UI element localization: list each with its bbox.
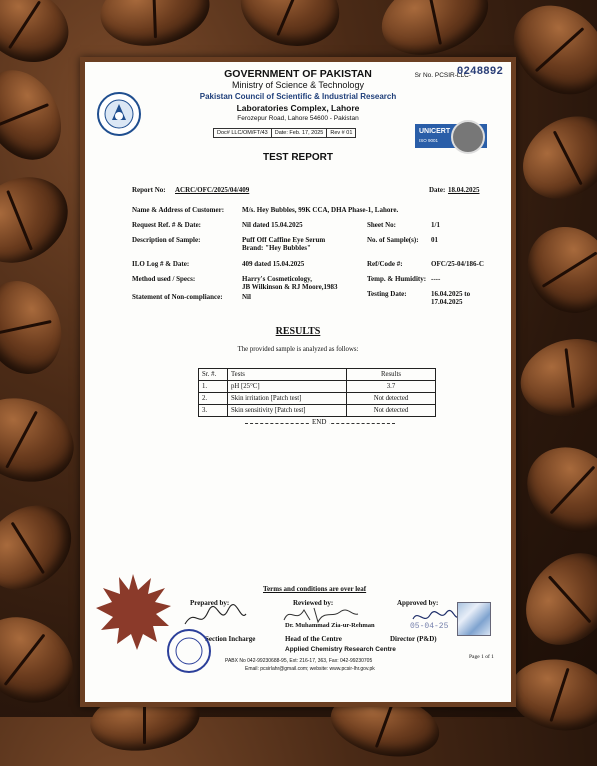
table-cell: Not detected (347, 393, 436, 405)
table-cell: 3. (199, 405, 228, 417)
field-value: Brand: "Hey Bubbles" (242, 244, 311, 252)
test-report-document (80, 57, 516, 707)
section-incharge-label: Section Incharge (205, 635, 256, 643)
field-label: Testing Date: (367, 290, 407, 298)
centre-name: Applied Chemistry Research Centre (285, 646, 396, 653)
unicert-badge (415, 124, 487, 148)
field-value: 17.04.2025 (431, 298, 463, 306)
head-of-centre-label: Head of the Centre (285, 635, 342, 643)
terms-note: Terms and conditions are over leaf (263, 585, 367, 593)
field-label: Statement of Non-compliance: (132, 293, 223, 301)
contact-line-2: Email: pcsirlahr@gmail.com; website: www.pcsir-lhr.gov.pk (245, 666, 375, 672)
serial-label: Sr No. PCSIR-LLC- (414, 72, 471, 79)
hologram-sticker (457, 602, 491, 636)
serial-number: 0248892 (456, 66, 503, 78)
results-intro: The provided sample is analyzed as follows: (237, 346, 359, 353)
table-cell: pH [25°C] (228, 381, 347, 393)
field-value: 01 (431, 236, 438, 244)
report-date-label: Date: (429, 186, 446, 194)
report-no-value: ACRC/OFC/2025/04/409 (175, 186, 250, 194)
table-cell: 1. (199, 381, 228, 393)
field-value: Nil (242, 293, 251, 301)
field-label: Method used / Specs: (132, 275, 196, 283)
doc-date: Date: Feb. 17, 2025 (272, 128, 328, 138)
field-label: ILO Log # & Date: (132, 260, 190, 268)
field-value: 409 dated 15.04.2025 (242, 260, 305, 268)
results-table (198, 368, 436, 417)
table-cell: 2. (199, 393, 228, 405)
stamp-date: 05-04-25 (410, 622, 449, 631)
column-header: Sr. #. (199, 369, 228, 381)
table-cell: Skin irritation [Patch test] (228, 393, 347, 405)
government-heading: GOVERNMENT OF PAKISTAN (224, 68, 372, 80)
field-value: 1/1 (431, 221, 440, 229)
table-row (199, 393, 436, 405)
field-value: Harry's Cosmeticology, (242, 275, 312, 283)
field-label: Name & Address of Customer: (132, 206, 225, 214)
field-label: Temp. & Humidity: (367, 275, 427, 283)
reviewed-label: Reviewed by: (293, 599, 334, 607)
field-value: ---- (431, 275, 441, 283)
doc-revision: Rev # 01 (327, 128, 356, 138)
results-heading: RESULTS (275, 326, 321, 337)
report-title: TEST REPORT (262, 152, 333, 163)
field-value: Nil dated 15.04.2025 (242, 221, 303, 229)
table-cell: 3.7 (347, 381, 436, 393)
ministry-heading: Ministry of Science & Technology (232, 80, 364, 90)
table-cell: Skin sensitivity [Patch test] (228, 405, 347, 417)
contact-line-1: PABX No 042-99230688-95, Ext: 216-17, 363, Fax: 042-99230705 (225, 658, 373, 664)
table-row (199, 405, 436, 417)
council-heading: Pakistan Council of Scientific & Industrial Research (199, 92, 397, 101)
column-header: Results (347, 369, 436, 381)
red-seal-icon (93, 572, 173, 652)
doc-number: Doc# LLC/OM/FT/43 (213, 128, 272, 138)
field-label: Description of Sample: (132, 236, 201, 244)
prepared-label: Prepared by: (190, 599, 230, 607)
reviewer-name: Dr. Muhammad Zia-ur-Rehman (285, 622, 375, 629)
unicert-label: UNICERT (419, 128, 451, 135)
field-label: Sheet No: (367, 221, 396, 229)
end-marker: END (309, 418, 329, 426)
table-row (199, 381, 436, 393)
lab-address: Ferozepur Road, Lahore 54600 - Pakistan (237, 115, 359, 122)
blue-stamp-icon (165, 627, 213, 675)
approved-label: Approved by: (397, 599, 439, 607)
field-label: No. of Sample(s): (367, 236, 419, 244)
labs-heading: Laboratories Complex, Lahore (236, 103, 360, 113)
field-value: JB Wilkinson & RJ Moore,1983 (242, 283, 338, 291)
doc-info-bar (213, 128, 356, 138)
iso-label: ISO 9001 (419, 138, 439, 143)
field-value: Puff Off Caffine Eye Serum (242, 236, 326, 244)
report-no-label: Report No: (132, 186, 166, 194)
report-date-value: 18.04.2025 (448, 186, 480, 194)
field-value: 16.04.2025 to (431, 290, 471, 298)
field-label: Ref/Code #: (367, 260, 403, 268)
table-header-row (199, 369, 436, 381)
unicert-seal-icon (451, 120, 485, 154)
table-cell: Not detected (347, 405, 436, 417)
field-value: M/s. Hey Bubbles, 99K CCA, DHA Phase-1, Lahore. (242, 206, 399, 214)
director-label: Director (P&D) (390, 635, 437, 643)
field-value: OFC/25-04/186-C (431, 260, 484, 268)
column-header: Tests (228, 369, 347, 381)
page-number: Page 1 of 1 (469, 654, 494, 660)
field-label: Request Ref. # & Date: (132, 221, 202, 229)
